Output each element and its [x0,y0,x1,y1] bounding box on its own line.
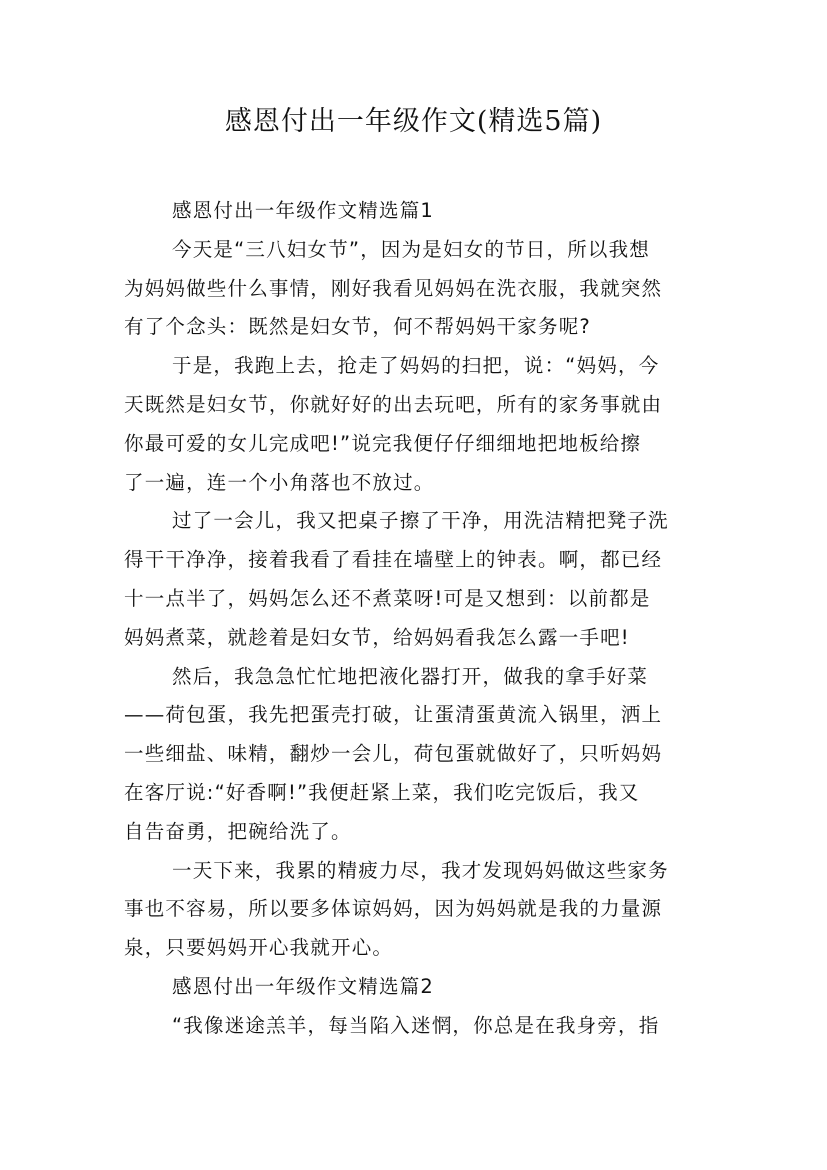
body-text-line: 妈妈煮菜，就趁着是妇女节，给妈妈看我怎么露一手吧! [124,625,630,649]
body-text-line: 过了一会儿，我又把桌子擦了干净，用洗洁精把凳子洗 [172,509,669,533]
body-text-line: 十一点半了，妈妈怎么还不煮菜呀!可是又想到：以前都是 [124,586,651,610]
body-text-line: “我像迷途羔羊，每当陷入迷惘，你总是在我身旁，指 [172,1013,660,1037]
body-text-line: 今天是“三八妇女节”，因为是妇女的节日，所以我想 [172,237,651,261]
body-text-line: 泉，只要妈妈开心我就开心。 [124,936,394,960]
document-title: 感恩付出一年级作文(精选5篇) [224,106,603,137]
body-text-line: 事也不容易，所以要多体谅妈妈，因为妈妈就是我的力量源 [124,897,663,921]
body-text-line: 一些细盐、味精，翻炒一会儿，荷包蛋就做好了，只听妈妈 [124,742,663,766]
body-text-line: 于是，我跑上去，抢走了妈妈的扫把，说：“妈妈，今 [172,354,660,378]
body-text-line: 你最可爱的女儿完成吧!”说完我便仔仔细细地把地板给擦 [124,431,642,455]
document-body [124,196,708,1050]
body-text-line: 了一遍，连一个小角落也不放过。 [124,470,435,494]
body-text-line: 为妈妈做些什么事情，刚好我看见妈妈在洗衣服，我就突然 [124,276,663,300]
body-text-line: 一天下来，我累的精疲力尽，我才发现妈妈做这些家务 [172,858,669,882]
body-text-line: 然后，我急急忙忙地把液化器打开，做我的拿手好菜 [172,664,649,688]
body-text-line: ——荷包蛋，我先把蛋壳打破，让蛋清蛋黄流入锅里，洒上 [124,703,663,727]
body-text-line: 在客厅说:“好香啊!”我便赶紧上菜，我们吃完饭后，我又 [124,780,640,804]
body-text-line: 感恩付出一年级作文精选篇2 [172,974,435,998]
body-text-line: 自告奋勇，把碗给洗了。 [124,819,352,843]
body-text-line: 感恩付出一年级作文精选篇1 [172,199,435,222]
body-text-line: 天既然是妇女节，你就好好的出去玩吧，所有的家务事就由 [124,392,663,416]
body-text-line: 得干干净净，接着我看了看挂在墙壁上的钟表。啊，都已经 [124,548,663,572]
body-text-line: 有了个念头：既然是妇女节，何不帮妈妈干家务呢? [124,315,591,339]
